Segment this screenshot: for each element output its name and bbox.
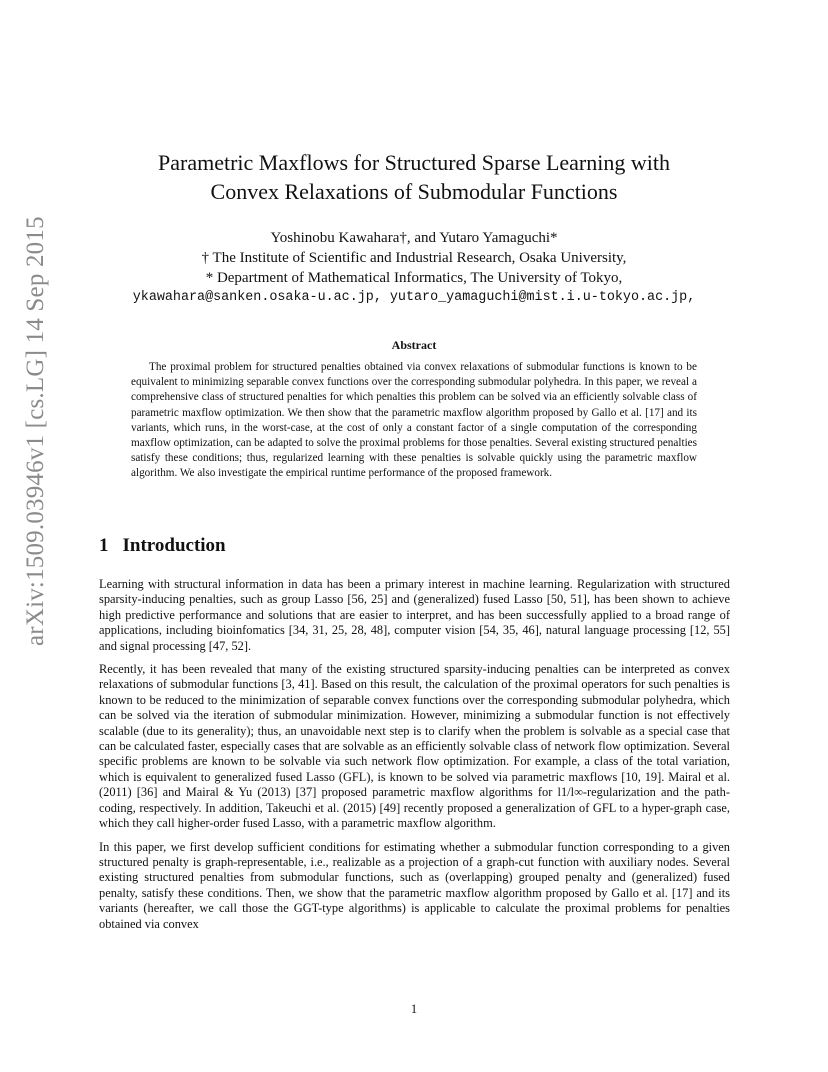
title-line-2: Convex Relaxations of Submodular Functions: [210, 179, 618, 204]
abstract-heading: Abstract: [391, 338, 437, 352]
arxiv-stamp-text: arXiv:1509.03946v1 [cs.LG] 14 Sep 2015: [22, 216, 49, 646]
author-names: Yoshinobu Kawahara†, and Yutaro Yamaguchi*: [270, 230, 558, 246]
author-emails: ykawahara@sanken.osaka-u.ac.jp, yutaro_yamaguchi@mist.i.u-tokyo.ac.jp,: [132, 290, 696, 305]
section-number: 1: [99, 535, 109, 556]
paragraph-1: Learning with structural information in data has been a primary interest in machine learning. Regularization with structured sparsity-inducing penalties, such as group Lasso [56, 25] and (generalized) fused Lasso [50, 51], has been shown to achieve high predictive performance and solutions that are easier to interpret, and has been successfully applied to a broad range of applications, including bioinfomatics [34, 31, 25, 28, 48], computer vision [54, 35, 46], natural language processing [12, 55] and signal processing [47, 52].: [99, 577, 730, 653]
affiliation-2: * Department of Mathematical Informatics, The University of Tokyo,: [205, 270, 623, 286]
abstract-text: The proximal problem for structured penalties obtained via convex relaxations of submodular functions is known to be equivalent to minimizing separable convex functions over the corresponding submodular polyhedra. In this paper, we reveal a comprehensive class of structured penalties for which penalties this problem can be solved via an efficiently solvable class of parametric maxflow optimization. We then show that the parametric maxflow algorithm proposed by Gallo et al. [17] and its variants, which runs, in the worst-case, at the cost of only a constant factor of a single computation of the corresponding maxflow optimization, can be adapted to solve the proximal problems for those penalties. Several existing structured penalties satisfy these conditions; thus, regularized learning with these penalties is solvable quickly using the parametric maxflow algorithm. We also investigate the empirical runtime performance of the proposed framework.: [131, 361, 697, 480]
author-block: [90, 228, 738, 308]
page-number: 1: [410, 1002, 418, 1016]
section-title: Introduction: [122, 535, 226, 556]
paper-title: [90, 148, 738, 206]
title-line-1: Parametric Maxflows for Structured Sparse Learning with: [158, 150, 670, 175]
paragraph-3: In this paper, we first develop sufficient conditions for estimating whether a submodular function corresponding to a given structured penalty is graph-representable, i.e., realizable as a projection of a graph-cut function with auxiliary nodes. Several existing structured penalties from submodular functions, such as (overlapping) grouped penalty and (generalized) fused penalty, satisfy these conditions. Then, we show that the parametric maxflow algorithm proposed by Gallo et al. [17] and its variants (hereafter, we call those the GGT-type algorithms) is applicable to calculate the proximal problems for penalties obtained via convex: [99, 839, 730, 931]
paragraph-2: Recently, it has been revealed that many of the existing structured sparsity-inducing penalties can be interpreted as convex relaxations of submodular functions [3, 41]. Based on this result, the calculation of the proximal operators for such penalties is known to be reduced to the minimization of separable convex functions over the corresponding submodular polyhedra, which can be solved via the iteration of submodular minimization. However, minimizing a submodular function is not effectively scalable (due to its generality); thus, an unavoidable next step is to clarify when the problem is solvable as a special case that can be calculated faster, especially cases that are solvable as an efficiently solvable class of network flow optimization. Several specific problems are known to be solvable via such network flow optimization. For example, a class of the total variation, which is equivalent to generalized fused Lasso (GFL), is known to be solved via parametric maxflows [10, 19]. Mairal et al. (2011) [36] and Mairal & Yu (2013) [37] proposed parametric maxflow algorithms for l1/l∞-regularization and the path-coding, respectively. In addition, Takeuchi et al. (2015) [49] recently proposed a generalization of GFL to a hyper-graph case, which they call higher-order fused Lasso, with a parametric maxflow algorithm.: [99, 662, 730, 831]
introduction-body: [99, 577, 730, 940]
section-heading: [99, 535, 226, 557]
affiliation-1: † The Institute of Scientific and Industrial Research, Osaka University,: [201, 250, 627, 266]
